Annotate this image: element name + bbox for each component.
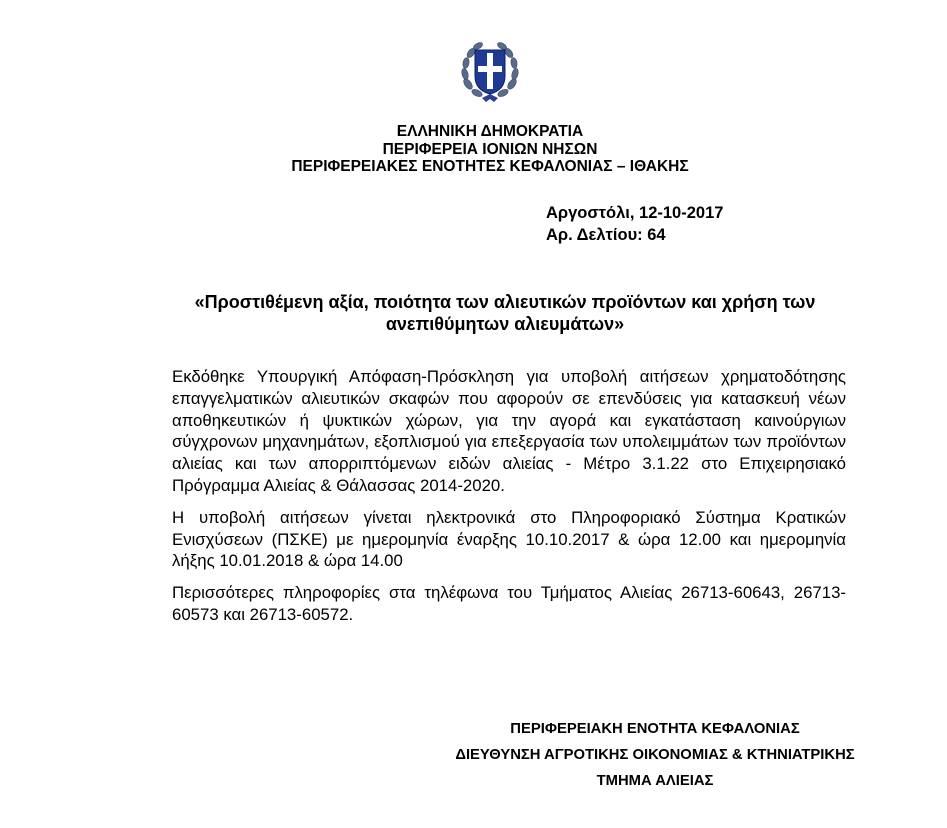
body-text [172,366,846,636]
signature-block [420,716,890,794]
bulletin-number: Αρ. Δελτίου: 64 [546,226,666,244]
footer-directorate: ΔΙΕΥΘΥΝΣΗ ΑΓΡΟΤΙΚΗΣ ΟΙΚΟΝΟΜΙΑΣ & ΚΤΗΝΙΑΤΡΙΚΗΣ [455,747,855,763]
paragraph-announcement: Εκδόθηκε Υπουργική Απόφαση-Πρόσκληση για υποβολή αιτήσεων χρηματοδότησης επαγγελματικών αλιευτικών σκαφών που αφορούν σε επενδύσεις για κατασκευή νέων αποθηκευτικών ή ψυκτικών χώρων, για την αγορά και εγκατάσταση καινούργιων σύγχρονων μηχανημάτων, εξοπλισμού για επεξεργασία των υπολειμμάτων των προϊόντων αλιείας και των απορριπτόμενων ειδών αλιείας - Μέτρο 3.1.22 στο Επιχειρησιακό Πρόγραμμα Αλιείας & Θάλασσας 2014-2020. [172,367,846,495]
footer-unit: ΠΕΡΙΦΕΡΕΙΑΚΗ ΕΝΟΤΗΤΑ ΚΕΦΑΛΟΝΙΑΣ [510,721,800,737]
document-header [250,123,730,176]
place-date: Αργοστόλι, 12-10-2017 [546,204,724,222]
coat-of-arms-icon [460,40,520,104]
header-region: ΠΕΡΙΦΕΡΕΙΑ ΙΟΝΙΩΝ ΝΗΣΩΝ [382,140,598,158]
date-block [546,202,723,246]
footer-department: ΤΜΗΜΑ ΑΛΙΕΙΑΣ [596,773,714,789]
press-release-title: «Προστιθέμενη αξία, ποιότητα των αλιευτικών προϊόντων και χρήση των ανεπιθύμητων αλιευμάτων» [194,292,816,334]
paragraph-contact: Περισσότερες πληροφορίες στα τηλέφωνα του Τμήματος Αλιείας 26713-60643, 26713-60573 και 26713-60572. [172,583,846,624]
paragraph-submission: Η υποβολή αιτήσεων γίνεται ηλεκτρονικά στο Πληροφοριακό Σύστημα Κρατικών Ενισχύσεων (ΠΣΚΕ) με ημερομηνία έναρξης 10.10.2017 & ώρα 12.00 και ημερομηνία λήξης 10.01.2018 & ώρα 14.00 [172,507,846,571]
header-country: ΕΛΛΗΝΙΚΗ ΔΗΜΟΚΡΑΤΙΑ [396,123,584,140]
header-units: ΠΕΡΙΦΕΡΕΙΑΚΕΣ ΕΝΟΤΗΤΕΣ ΚΕΦΑΛΟΝΙΑΣ – ΙΘΑΚΗΣ [291,158,689,175]
